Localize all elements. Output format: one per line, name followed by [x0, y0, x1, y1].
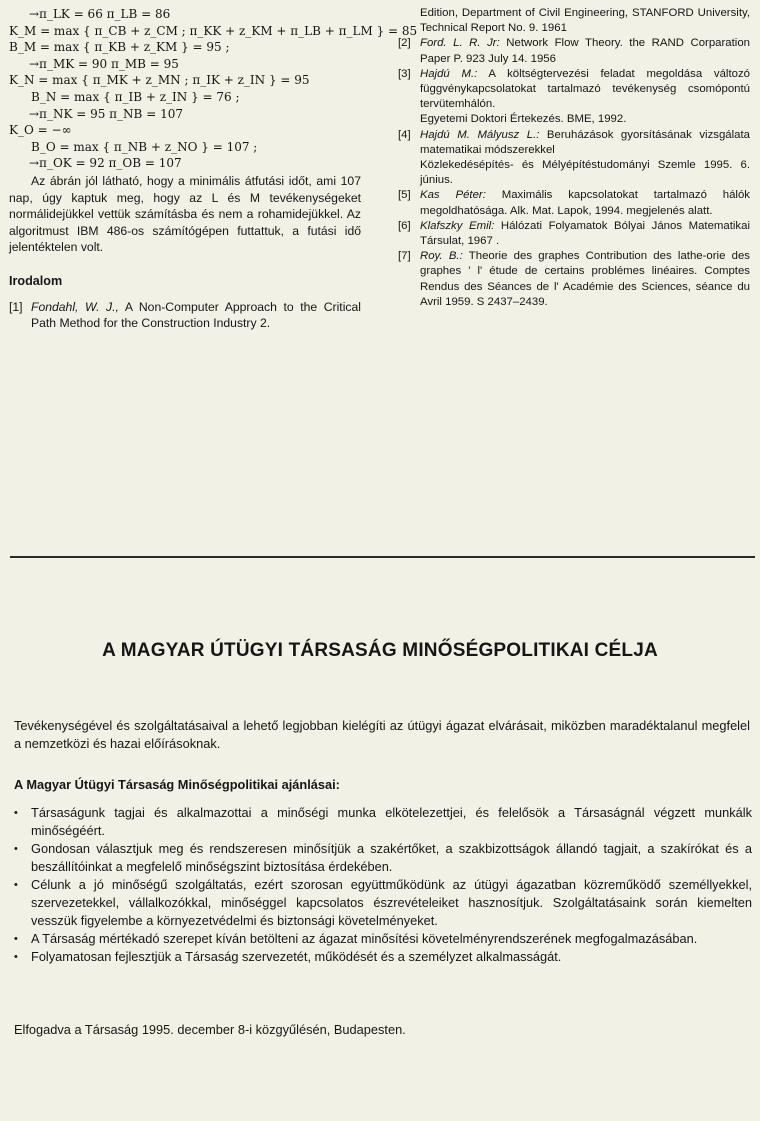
adoption-note: Elfogadva a Társaság 1995. december 8-i közgyűlésén, Budapesten.: [14, 1022, 406, 1037]
reference-author: Klafszky Emil:: [420, 219, 495, 232]
bullet-icon: •: [14, 879, 18, 891]
reference-continuation: Edition, Department of Civil Engineering, STANFORD University, Technical Report No. 9. 1961: [420, 7, 750, 35]
reference-body: [420, 128, 750, 189]
formula-line: →π_NK = 95 π_NB = 107: [29, 106, 183, 121]
reference-item: [398, 36, 750, 66]
list-item-text: Társaságunk tagjai és alkalmazottai a minőségi munka elkötelezettjei, és felelősök a Társaságnál végzett munkálk minőségéért.: [31, 805, 752, 838]
formula-line: B_M = max { π_KB + z_KM } = 95 ;: [9, 40, 230, 55]
reference-list: [398, 36, 750, 310]
formula-line: K_M = max { π_CB + z_CM ; π_KK + z_KM + π_LB + π_LM } = 85: [9, 23, 418, 38]
reference-text: Maximális kapcsolatokat tartalmazó hálók megoldhatósága. Alk. Mat. Lapok, 1994. megjelenés alatt.: [420, 189, 750, 217]
formula-line: K_O = −∞: [9, 123, 72, 138]
reference-body: [31, 299, 361, 332]
reference-author: Roy. B.:: [420, 250, 463, 263]
formula-line: →π_LK = 66 π_LB = 86: [29, 7, 171, 21]
bullet-icon: •: [14, 933, 18, 945]
reference-author: Fondahl, W. J.,: [31, 299, 119, 314]
reference-number: [1]: [9, 299, 23, 314]
reference-item: [9, 299, 361, 332]
list-item-text: Célunk a jó minőségű szolgáltatás, ezért szorosan együttműködünk az útügyi ágazatban közreműködő személlyekkel, szervezetekkel, vállalkozókkal, minőséggel kapcsolatos észrevételeiket hasznosítjuk. Szolgáltatásaink során kiemelten vesszük figyelembe a környezetvédelmi és biztonsági követelményeket.: [31, 877, 752, 928]
reference-item: [398, 128, 750, 189]
reference-number: [5]: [398, 189, 411, 202]
section-divider: [10, 556, 755, 558]
intro-paragraph: Tevékenységével és szolgáltatásaival a lehető legjobban kielégíti az útügyi ágazat elvárásait, miközben maradéktalanul megfelel a nemzetközi és hazai előírásoknak.: [14, 718, 750, 751]
list-item: [14, 804, 752, 840]
reference-item: [398, 188, 750, 218]
reference-text: Theorie des graphes Contribution des lathe-orie des graphes ' l' étude de certains problémes linéaires. Comptes Rendus des Séances de l' Académie des Sciences, séance du Avril 1959. S 2437–2439.: [420, 250, 751, 308]
reference-number: [4]: [398, 128, 411, 141]
recommendations-list: [14, 804, 752, 966]
reference-body: [420, 219, 750, 249]
reference-text: Hálózati Folyamatok Bólyai János Matematikai Társulat, 1967 .: [420, 219, 750, 248]
reference-number: [7]: [398, 250, 411, 263]
reference-number: [6]: [398, 219, 411, 232]
formula-line: K_N = max { π_MK + z_MN ; π_IK + z_IN } = 95: [9, 73, 310, 88]
reference-text: Network Flow Theory. the RAND Corparation Paper P. 923 July 14. 1956: [420, 37, 750, 65]
reference-text: A költségtervezési feladat megoldása változó függvénykapcsolatokat tartalmazó tevékenység csomópontú tervütemhálón. Egyetemi Doktori Értekezés. BME, 1992.: [420, 67, 750, 126]
reference-body: [420, 67, 750, 128]
bullet-icon: •: [14, 843, 18, 855]
formula-line: →π_MK = 90 π_MB = 95: [29, 56, 179, 71]
reference-author: Ford. L. R. Jr:: [420, 37, 500, 50]
reference-number: [3]: [398, 67, 411, 80]
reference-number: [2]: [398, 37, 411, 50]
list-item: [14, 930, 752, 948]
formula-line: B_O = max { π_NB + z_NO } = 107 ;: [31, 139, 258, 154]
reference-body: [420, 188, 750, 218]
reference-item: [398, 67, 750, 128]
bullet-icon: •: [14, 807, 18, 819]
reference-item: [398, 249, 750, 310]
left-column: [9, 6, 418, 332]
bullet-icon: •: [14, 951, 18, 963]
reference-author: Hajdú M. Mályusz L.:: [420, 128, 540, 141]
formula-line: →π_OK = 92 π_OB = 107: [29, 156, 182, 171]
reference-item: [398, 219, 750, 249]
recommendations-heading: A Magyar Útügyi Társaság Minőségpolitikai ajánlásai:: [14, 777, 340, 792]
reference-author: Hajdú M.:: [420, 67, 478, 80]
list-item-text: A Társaság mértékadó szerepet kíván betölteni az ágazat minősítési követelményrendszerének megfogalmazásában.: [31, 931, 698, 946]
conclusion-paragraph: Az ábrán jól látható, hogy a minimális átfutási időt, ami 107 nap, úgy kaptuk meg, hogy az L és M tevékenységeket normálidejükkel vettük számításba és nem a rohamidejükkel. Az algoritmust IBM 486-os számítógépen futtattuk, a futási idő jelentéktelen volt.: [9, 173, 361, 255]
page-title: A MAGYAR ÚTÜGYI TÁRSASÁG MINŐSÉGPOLITIKAI CÉLJA: [102, 640, 658, 661]
reference-text: Beruházások gyorsításának vizsgálata matematikai módszerekkel Közlekedésépítés- és Mélyépítéstudományi Szemle 1995. 6. június.: [420, 128, 750, 187]
reference-body: [420, 36, 750, 66]
references-heading: Irodalom: [9, 273, 63, 288]
reference-text: A Non-Computer Approach to the Critical Path Method for the Construction Industry 2.: [31, 299, 361, 331]
reference-body: [420, 249, 750, 310]
list-item-text: Gondosan választjuk meg és rendszeresen minősítjük a szakértőket, a szakbizottságok állandó tagjait, a szakírókat és a beszállítóinkat a megfelelő minőségszint biztosítása érdekében.: [31, 841, 752, 874]
list-item: [14, 840, 752, 876]
formula-line: B_N = max { π_IB + z_IN } = 76 ;: [31, 89, 240, 104]
list-item: [14, 876, 752, 930]
reference-author: Kas Péter:: [420, 189, 486, 202]
list-item-text: Folyamatosan fejlesztjük a Társaság szervezetét, működését és a személyzet alkalmasságát.: [31, 949, 562, 964]
right-column: [398, 6, 750, 310]
list-item: [14, 948, 752, 966]
